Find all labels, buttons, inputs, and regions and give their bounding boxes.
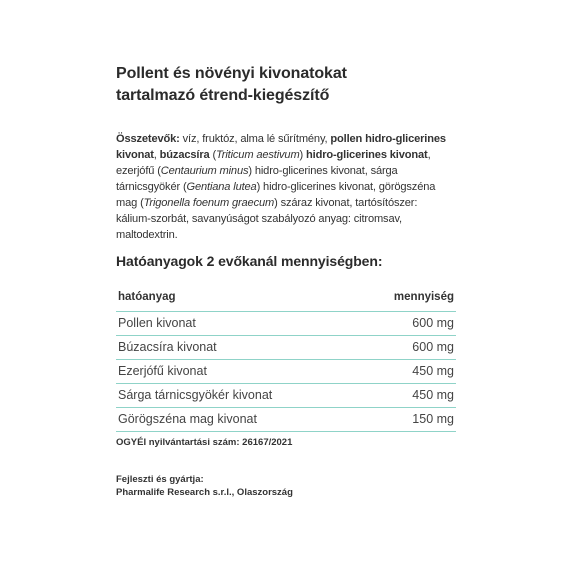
latin-name: Centaurium minus [160, 165, 249, 177]
ingredient-amount-cell: 450 mg [412, 388, 454, 402]
table-row [116, 360, 456, 384]
table-header-row [116, 283, 456, 312]
ingredient-amount-cell: 600 mg [412, 316, 454, 330]
ingredient-pollen: pollen hidro-glicerines kivonat [116, 133, 446, 161]
ingredient-name-cell: Pollen kivonat [118, 316, 196, 330]
ingredient-amount-cell: 450 mg [412, 364, 454, 378]
ingredients-paragraph [116, 131, 454, 243]
manufacturer-name: Pharmalife Research s.r.l., Olaszország [116, 487, 293, 498]
ingredient-name-cell: Sárga tárnicsgyökér kivonat [118, 388, 273, 402]
column-header-amount: mennyiség [393, 291, 454, 303]
ingredients-text: , ezerjófű ( [116, 149, 431, 177]
product-title-line-2: tartalmazó étrend-kiegészítő [116, 87, 330, 104]
latin-name: Trigonella foenum graecum [143, 197, 275, 209]
manufacturer-label: Fejleszti és gyártja: [116, 474, 204, 485]
active-ingredients-heading: Hatóanyagok 2 evőkanál mennyiségben: [116, 253, 383, 269]
table-row [116, 408, 456, 432]
ingredients-text: ) hidro-glicerines kivonat, sárga tárnicsgyökér ( [116, 165, 398, 193]
ingredient-name-cell: Búzacsíra kivonat [118, 340, 217, 354]
ingredient-wheat-germ: búzacsíra [159, 149, 210, 161]
product-title-line-1: Pollent és növényi kivonatokat [116, 65, 347, 82]
ingredients-text: ) hidro-glicerines kivonat, görögszéna mag ( [116, 181, 436, 209]
active-ingredients-table [116, 283, 456, 432]
ingredients-label: Összetevők: [116, 133, 180, 145]
latin-name: Gentiana lutea [186, 181, 257, 193]
ingredients-text: víz, fruktóz, alma lé sűrítmény, [179, 133, 331, 145]
ingredient-name-cell: Ezerjófű kivonat [118, 364, 207, 378]
ingredients-text: ( [209, 149, 216, 161]
ingredient-extract: hidro-glicerines kivonat [306, 149, 428, 161]
ingredients-text: ) száraz kivonat, tartósítószer: kálium-szorbát, savanyúságot szabályozó anyag: citromsav, maltodextrin. [116, 197, 418, 241]
product-title [116, 63, 476, 107]
registration-number: OGYÉI nyilvántartási szám: 26167/2021 [116, 437, 293, 448]
latin-name: Triticum aestivum [216, 149, 300, 161]
ingredient-name-cell: Görögszéna mag kivonat [118, 412, 257, 426]
ingredients-text: ) [299, 149, 307, 161]
table-row [116, 384, 456, 408]
table-row [116, 336, 456, 360]
column-header-ingredient: hatóanyag [118, 291, 176, 303]
ingredient-amount-cell: 150 mg [412, 412, 454, 426]
ingredients-text: , [153, 149, 160, 161]
table-row [116, 312, 456, 336]
ingredient-amount-cell: 600 mg [412, 340, 454, 354]
